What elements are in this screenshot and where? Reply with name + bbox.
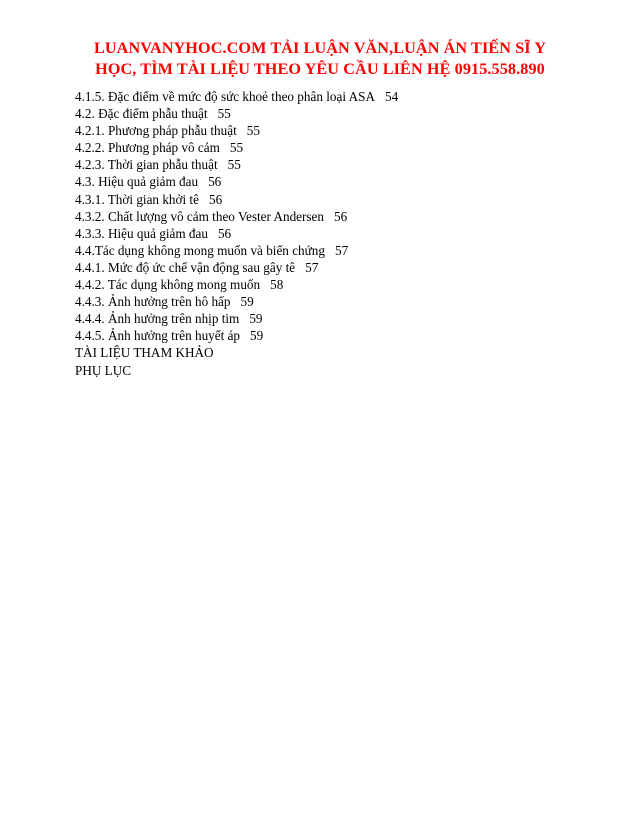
toc-entry	[75, 156, 575, 173]
table-of-contents	[75, 88, 575, 379]
toc-entry-title: 4.3. Hiệu quả giảm đau	[75, 174, 199, 190]
toc-entry	[75, 259, 575, 276]
promo-header-line-1: LUANVANYHOC.COM TẢI LUẬN VĂN,LUẬN ÁN TIẾN SĨ Y	[93, 39, 547, 57]
toc-entry-page: 55	[217, 106, 231, 122]
toc-entry-title: 4.3.1. Thời gian khởi tê	[75, 191, 199, 207]
toc-entry	[75, 362, 575, 379]
toc-entry-title: 4.4.Tác dụng không mong muốn và biến chứng	[75, 242, 325, 258]
toc-entry-title: 4.3.2. Chất lượng vô cảm theo Vester Andersen	[75, 208, 325, 224]
toc-entry-title: 4.4.3. Ảnh hưởng trên hô hấp	[75, 294, 231, 310]
toc-entry-title: 4.4.2. Tác dụng không mong muốn	[75, 277, 261, 293]
toc-entry-title: 4.2.1. Phương pháp phẫu thuật	[75, 123, 237, 139]
toc-entry	[75, 293, 575, 310]
toc-entry-page: 59	[240, 294, 254, 310]
toc-entry	[75, 122, 575, 139]
toc-entry-page: 56	[208, 174, 222, 190]
toc-entry	[75, 276, 575, 293]
toc-entry-title: 4.2. Đặc điểm phẫu thuật	[75, 106, 208, 122]
toc-entry-title: 4.4.5. Ảnh hưởng trên huyết áp	[75, 328, 241, 344]
toc-entry-page: 54	[384, 89, 399, 104]
toc-entry-page: 56	[208, 191, 223, 207]
toc-entry	[75, 327, 575, 344]
toc-entry-title: 4.3.3. Hiệu quả giảm đau	[75, 225, 208, 241]
toc-entry	[75, 242, 575, 259]
toc-entry	[75, 225, 575, 242]
toc-entry-page: 55	[229, 140, 244, 156]
promo-header-line-2: HỌC, TÌM TÀI LIỆU THEO YÊU CẦU LIÊN HỆ 0915.558.890	[95, 60, 545, 78]
toc-entry-page: 59	[249, 311, 263, 327]
toc-entry-title: 4.4.1. Mức độ ức chế vận động sau gây tê	[75, 259, 296, 275]
toc-entry-title: TÀI LIỆU THAM KHẢO	[75, 345, 214, 361]
toc-entry	[75, 344, 575, 361]
toc-entry-page: 59	[250, 328, 264, 344]
toc-entry	[75, 88, 575, 105]
toc-entry-page: 58	[270, 277, 284, 293]
toc-entry-page: 56	[334, 208, 348, 224]
toc-entry	[75, 208, 575, 225]
toc-entry-title: 4.1.5. Đặc điểm về mức độ sức khoẻ theo phân loại ASA	[75, 89, 375, 104]
toc-entry-title: 4.4.4. Ảnh hưởng trên nhịp tim	[75, 311, 240, 327]
toc-entry-page: 57	[334, 242, 349, 258]
toc-entry-page: 57	[305, 259, 319, 275]
toc-entry	[75, 105, 575, 122]
toc-entry-title: 4.2.3. Thời gian phẫu thuật	[75, 157, 218, 173]
toc-entry-page: 55	[227, 157, 241, 173]
promo-header	[60, 38, 580, 80]
toc-entry	[75, 139, 575, 156]
toc-entry	[75, 173, 575, 190]
toc-entry-title: 4.2.2. Phương pháp vô cảm	[75, 140, 220, 156]
toc-entry	[75, 310, 575, 327]
toc-entry-title: PHỤ LỤC	[75, 362, 132, 378]
toc-entry-page: 55	[246, 123, 260, 139]
toc-entry	[75, 191, 575, 208]
toc-entry-page: 56	[217, 225, 232, 241]
